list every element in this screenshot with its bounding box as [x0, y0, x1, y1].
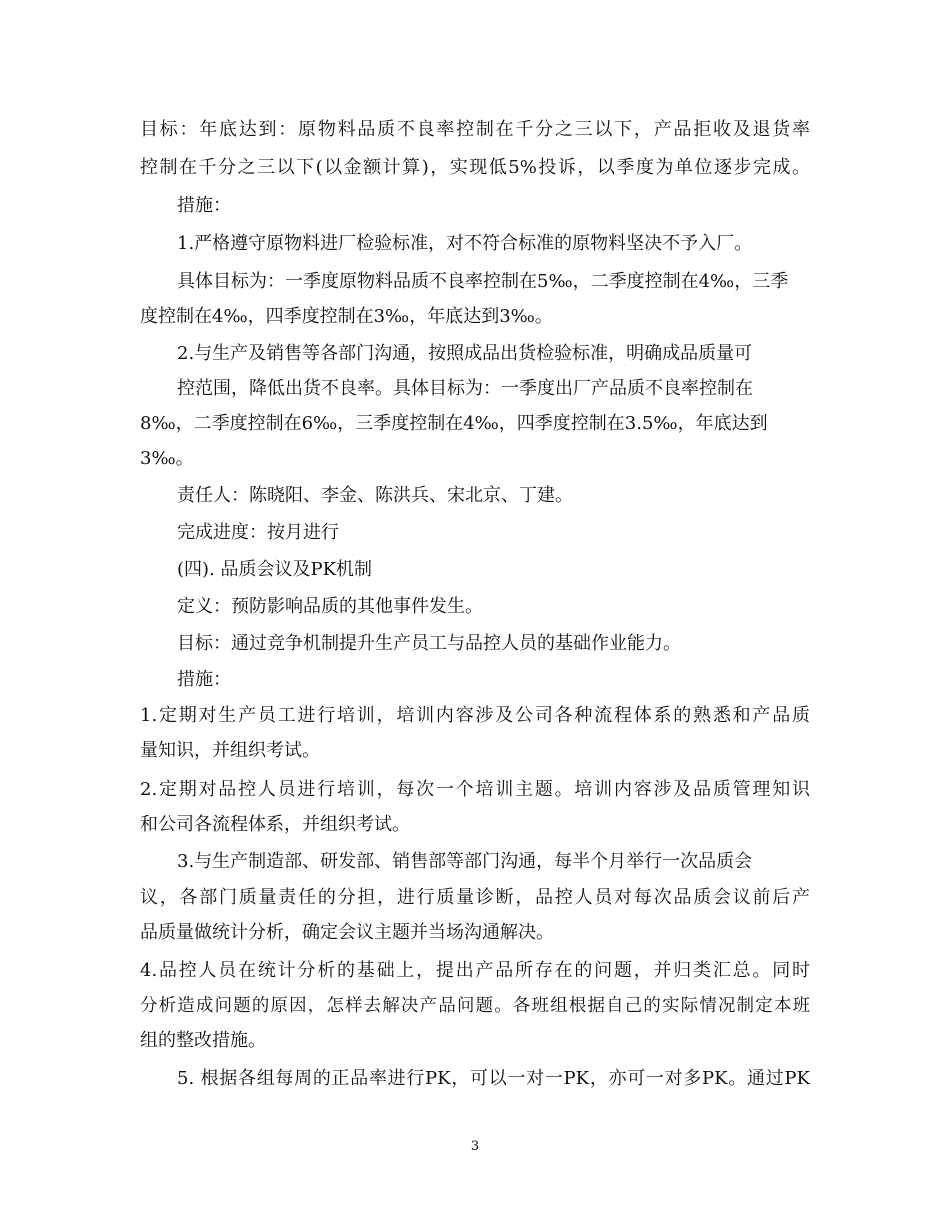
- paragraph-line: 议，各部门质量责任的分担，进行质量诊断，品控人员对每次品质会议前后产: [140, 887, 810, 908]
- paragraph-line: 品质量做统计分析，确定会议主题并当场沟通解决。: [140, 922, 554, 943]
- paragraph-line: 度控制在4‰，四季度控制在3‰，年底达到3‰。: [140, 306, 553, 327]
- paragraph-line: 2.与生产及销售等各部门沟通，按照成品出货检验标准，明确成品质量可: [177, 343, 753, 364]
- paragraph-line: 措施：: [177, 669, 231, 690]
- paragraph-line: 措施：: [177, 195, 231, 216]
- paragraph-line: 4.品控人员在统计分析的基础上，提出产品所存在的问题，并归类汇总。同时: [140, 960, 810, 981]
- paragraph-line: 量知识，并组织考试。: [140, 740, 320, 761]
- paragraph-line: 组的整改措施。: [140, 1030, 266, 1051]
- paragraph-line: 具体目标为：一季度原物料品质不良率控制在5‰，二季度控制在4‰，三季: [177, 271, 789, 292]
- paragraph-line: 和公司各流程体系，并组织考试。: [140, 814, 410, 835]
- paragraph-line: 定义：预防影响品质的其他事件发生。: [177, 596, 483, 617]
- paragraph-line: 责任人：陈晓阳、李金、陈洪兵、宋北京、丁建。: [177, 485, 573, 506]
- section-heading: (四). 品质会议及PK机制: [177, 559, 373, 580]
- paragraph-line: 5. 根据各组每周的正品率进行PK，可以一对一PK，亦可一对多PK。通过PK: [177, 1068, 810, 1089]
- paragraph-line: 完成进度：按月进行: [177, 522, 339, 543]
- paragraph-line: 控制在千分之三以下(以金额计算)，实现低5%投诉，以季度为单位逐步完成。: [140, 157, 810, 178]
- paragraph-line: 1.定期对生产员工进行培训，培训内容涉及公司各种流程体系的熟悉和产品质: [140, 705, 810, 726]
- paragraph-line: 8‰，二季度控制在6‰，三季度控制在4‰，四季度控制在3.5‰，年底达到: [140, 413, 768, 434]
- page-number: 3: [470, 1139, 480, 1154]
- paragraph-line: 3.与生产制造部、研发部、销售部等部门沟通，每半个月举行一次品质会: [177, 851, 753, 872]
- paragraph-line: 目标：年底达到：原物料品质不良率控制在千分之三以下，产品拒收及退货率: [140, 119, 810, 140]
- paragraph-line: 目标：通过竞争机制提升生产员工与品控人员的基础作业能力。: [177, 633, 681, 654]
- paragraph-line: 分析造成问题的原因，怎样去解决产品问题。各班组根据自己的实际情况制定本班: [140, 996, 810, 1016]
- paragraph-line: 1.严格遵守原物料进厂检验标准，对不符合标准的原物料坚决不予入厂。: [177, 233, 753, 254]
- paragraph-line: 3‰。: [140, 448, 194, 469]
- paragraph-line: 2.定期对品控人员进行培训，每次一个培训主题。培训内容涉及品质管理知识: [140, 779, 810, 800]
- paragraph-line: 控范围，降低出货不良率。具体目标为：一季度出厂产品质不良率控制在: [177, 378, 753, 399]
